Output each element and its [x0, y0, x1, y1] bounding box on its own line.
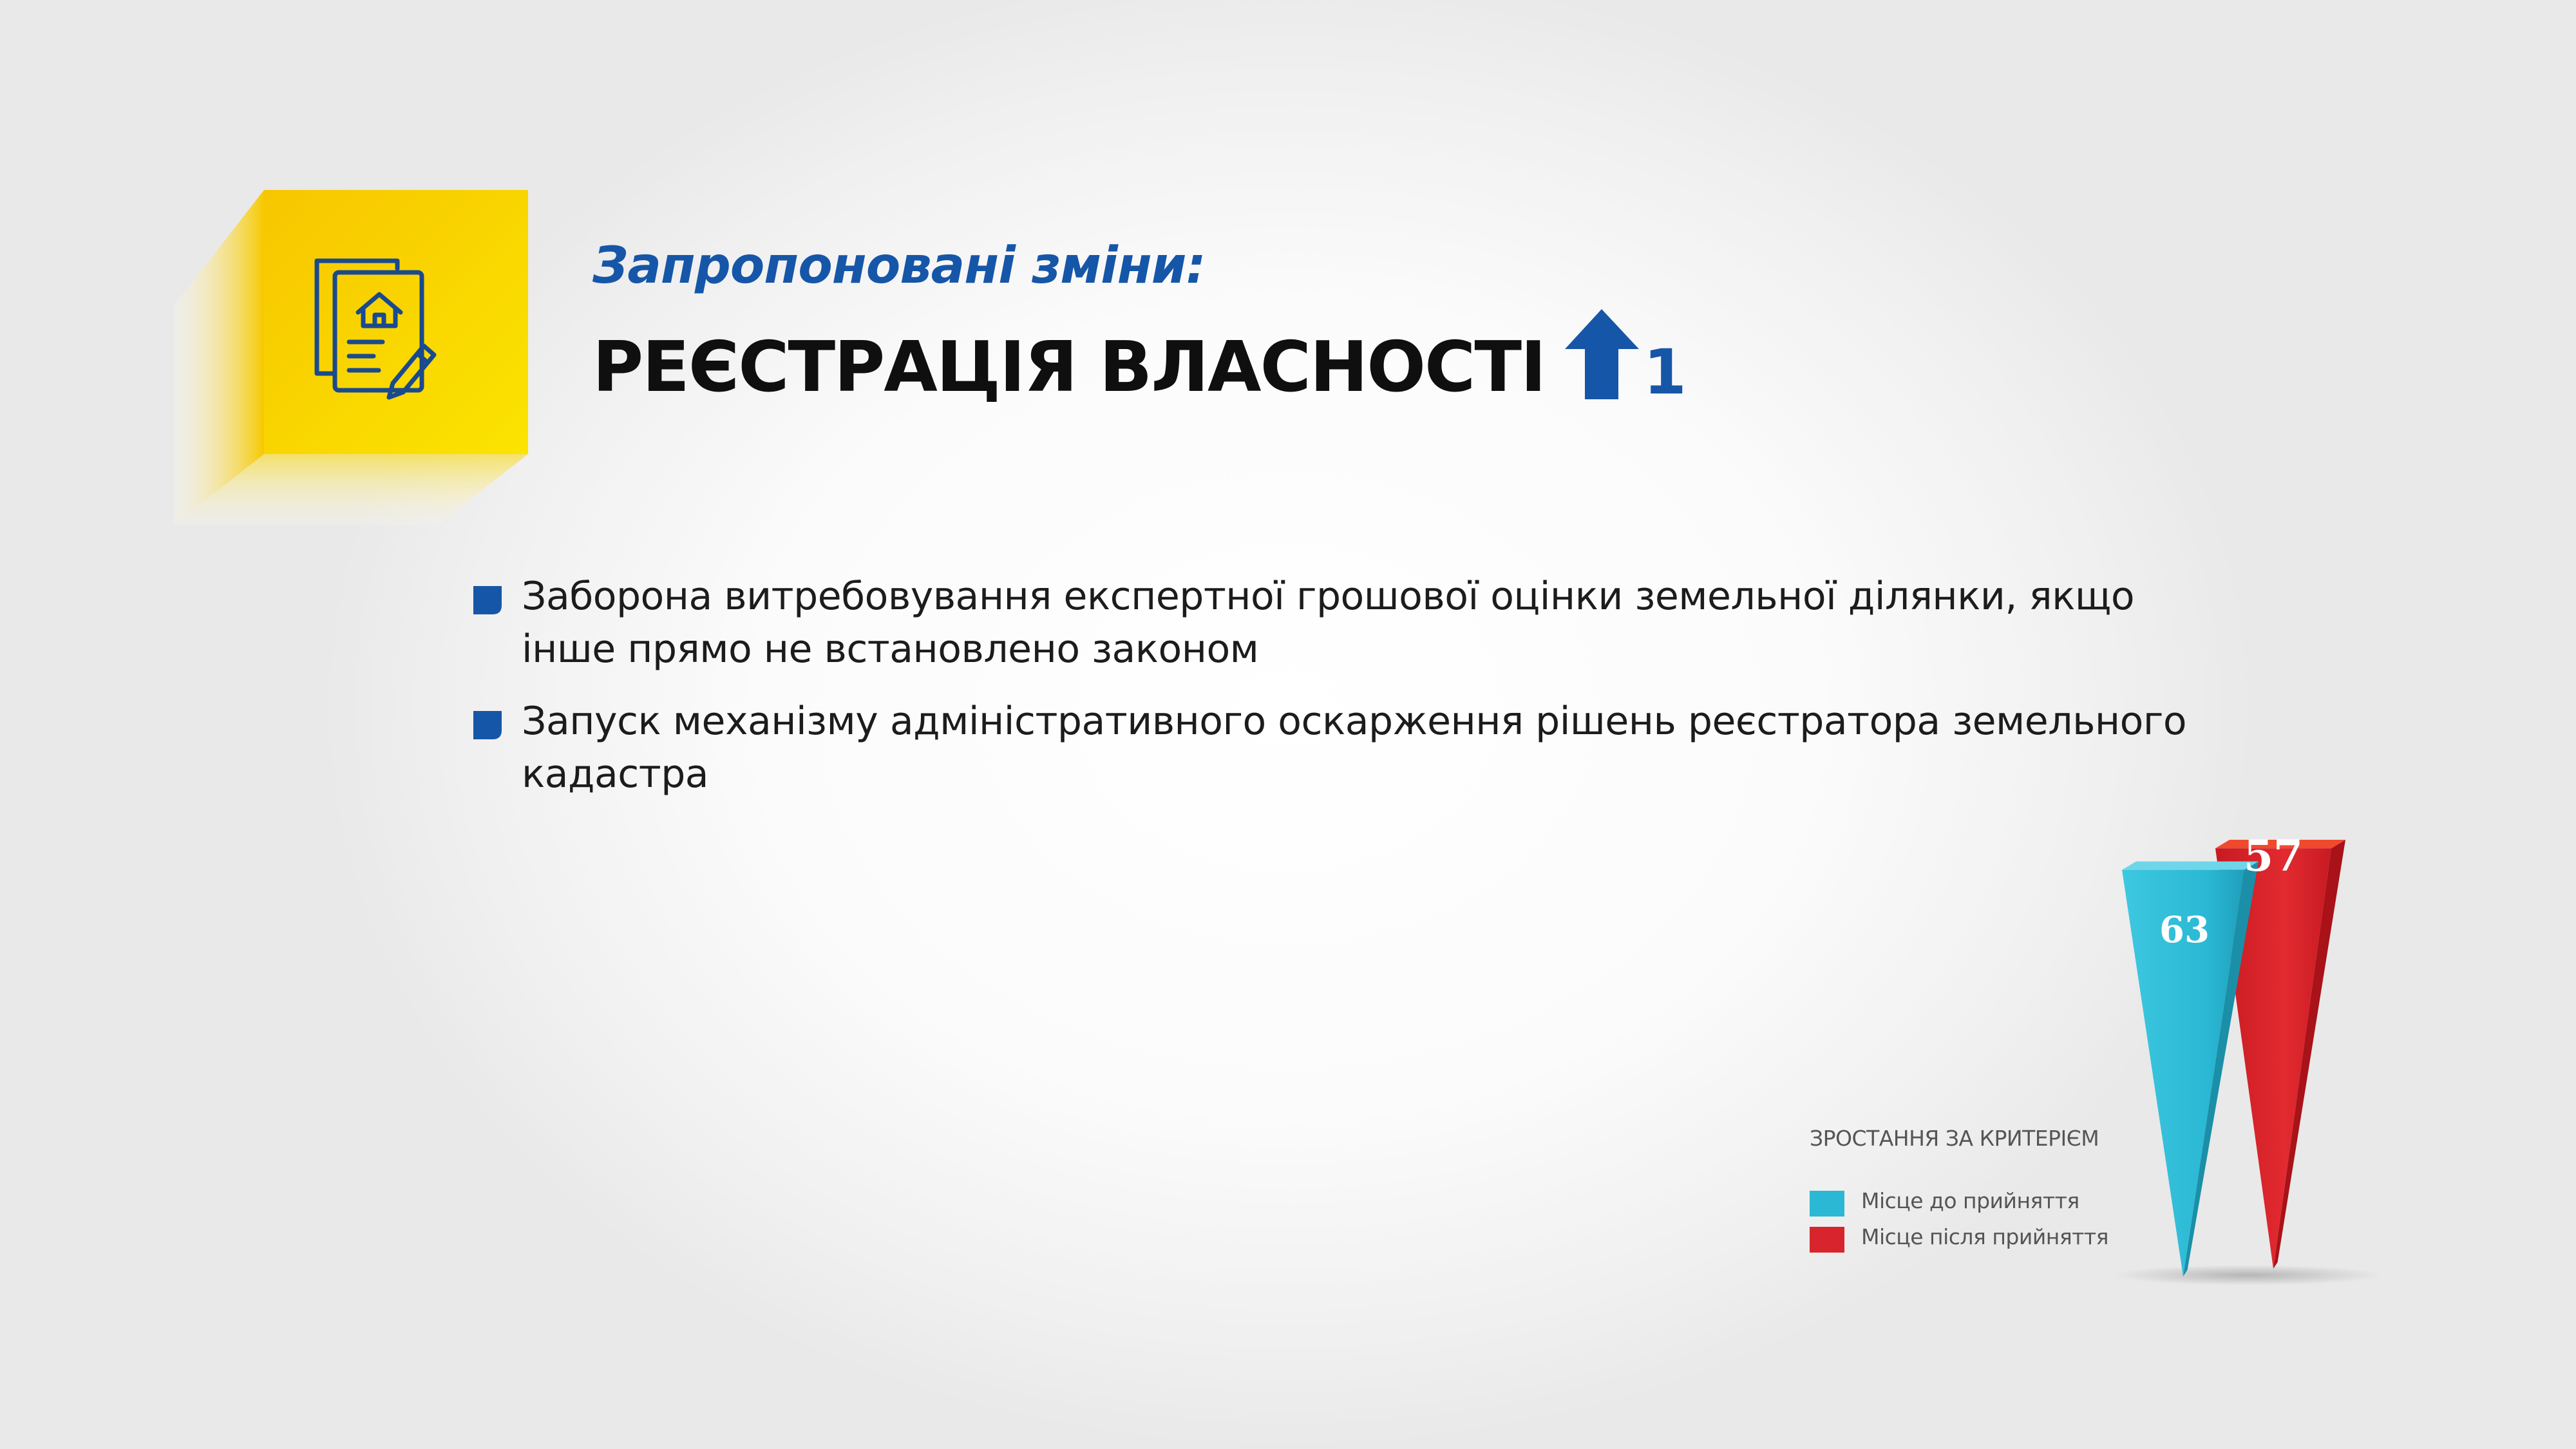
- legend-label: Місце до прийняття: [1861, 1188, 2079, 1213]
- list-item: [470, 695, 2209, 800]
- rank-change-value: 1: [1643, 336, 1687, 408]
- bullet-marker-icon: [473, 711, 502, 739]
- bar-before-top: [2122, 862, 2259, 870]
- bullet-marker-icon: [473, 586, 502, 614]
- bullet-text: Заборона витребовування експертної грошової оцінки земельної ділянки, якщо інше прямо не встановлено законом: [522, 574, 2135, 672]
- chart-floor-shadow: [2112, 1265, 2383, 1285]
- page-title: РЕЄСТРАЦІЯ ВЛАСНОСТІ: [592, 327, 1546, 408]
- arrow-up-icon: [1565, 309, 1639, 399]
- legend-label: Місце після прийняття: [1861, 1224, 2109, 1249]
- legend-swatch-after: [1810, 1227, 1844, 1253]
- header-subtitle: Запропоновані зміни:: [592, 237, 1206, 295]
- rank-change-indicator: [1565, 309, 1694, 406]
- bullet-list: [470, 570, 2209, 820]
- chart-title: ЗРОСТАННЯ ЗА КРИТЕРІЄМ: [1810, 1126, 2099, 1151]
- bullet-text: Запуск механізму адміністративного оскарження рішень реєстратора земельного кадастра: [522, 699, 2187, 797]
- list-item: [470, 570, 2209, 676]
- legend-swatch-before: [1810, 1191, 1844, 1217]
- bar-value-label: 63: [2159, 909, 2210, 951]
- rank-chart: [2087, 760, 2576, 1314]
- bar-value-label: 57: [2244, 831, 2303, 881]
- header-icon-block: [174, 190, 535, 538]
